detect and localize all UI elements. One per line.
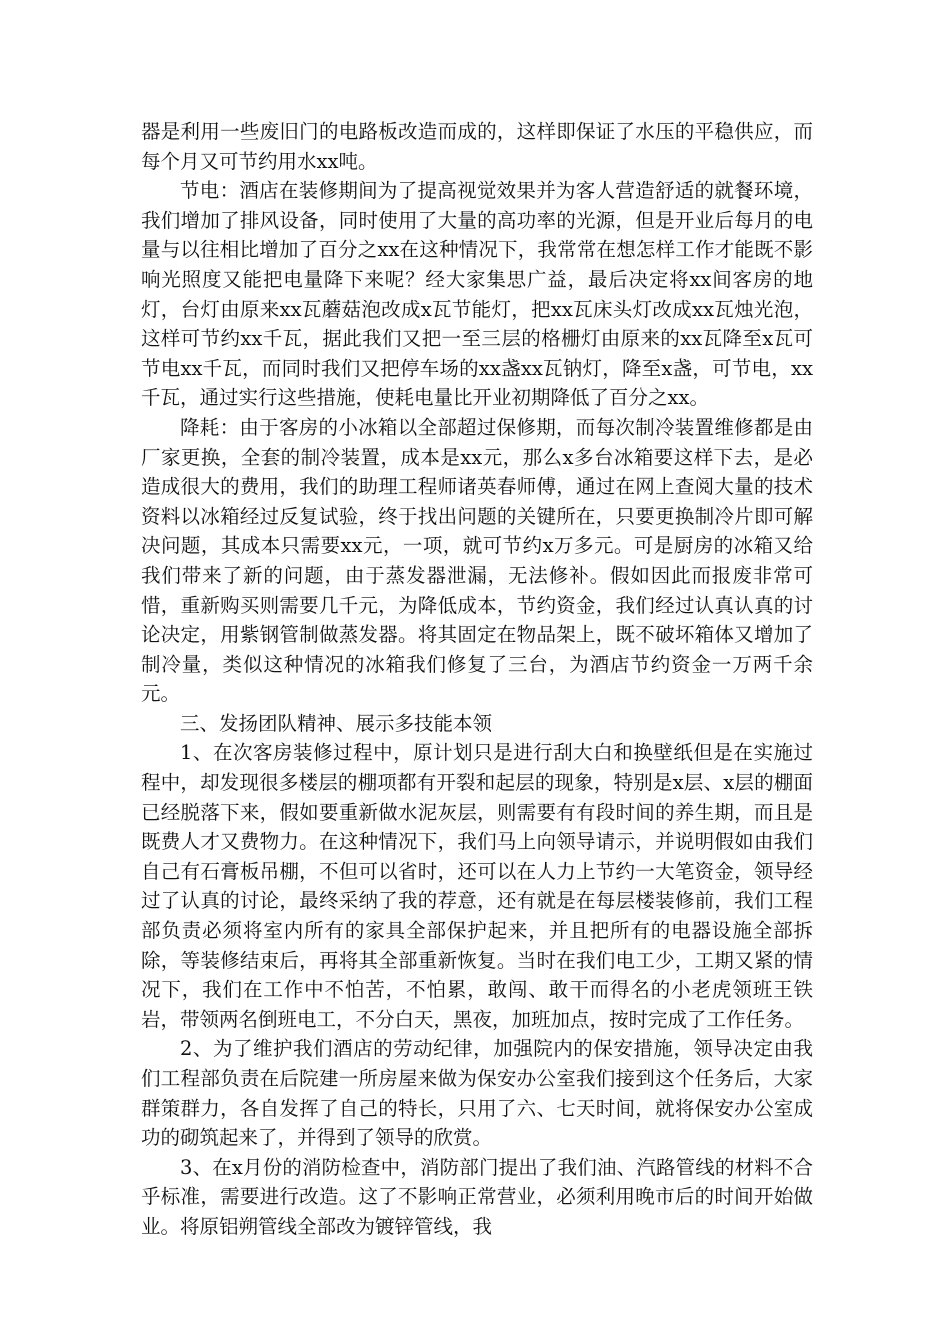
paragraph-power-saving: 节电：酒店在装修期间为了提高视觉效果并为客人营造舒适的就餐环境，我们增加了排风设备，同时使用了大量的高功率的光源，但是开业后每月的电量与以往相比增加了百分之xx在这种情况下，我常常在想怎样工作才能既不影响光照度又能把电量降下来呢？经大家集思广益，最后决定将xx间客房的地灯，台灯由原来xx瓦蘑菇泡改成x瓦节能灯，把xx瓦床头灯改成xx瓦烛光泡，这样可节约xx千瓦，据此我们又把一至三层的格栅灯由原来的xx瓦降至x瓦可节电xx千瓦，而同时我们又把停车场的xx盏xx瓦钠灯，降至x盏，可节电，xx千瓦，通过实行这些措施，使耗电量比开业初期降低了百分之xx。 [141,179,813,410]
paragraph-water-saving-end: 器是利用一些废旧门的电路板改造而成的，这样即保证了水压的平稳供应，而每个月又可节约用水xx吨。 [141,120,813,173]
paragraph-item-2: 2、为了维护我们酒店的劳动纪律，加强院内的保安措施，领导决定由我们工程部负责在后院建一所房屋来做为保安办公室我们接到这个任务后，大家群策群力，各自发挥了自己的特长，只用了六、七天时间，就将保安办公室成功的砌筑起来了，并得到了领导的欣赏。 [141,1037,813,1150]
section-heading-teamwork: 三、发扬团队精神、展示多技能本领 [180,711,493,735]
document-page [141,117,813,1242]
paragraph-item-1: 1、在次客房装修过程中，原计划只是进行刮大白和换壁纸但是在实施过程中，却发现很多楼层的棚项都有开裂和起层的现象，特别是x层、x层的棚面已经脱落下来，假如要重新做水泥灰层，则需要有有段时间的养生期，而且是既费人才又费物力。在这种情况下，我们马上向领导请示，并说明假如由我们自己有石膏板吊棚，不但可以省时，还可以在人力上节约一大笔资金，领导经过了认真的讨论，最终采纳了我的荐意，还有就是在每层楼装修前，我们工程部负责必须将室内所有的家具全部保护起来，并且把所有的电器设施全部拆除，等装修结束后，再将其全部重新恢复。当时在我们电工少，工期又紧的情况下，我们在工作中不怕苦，不怕累，敢闯、敢干而得名的小老虎领班王铁岩，带领两名倒班电工，不分白天，黑夜，加班加点，按时完成了工作任务。 [141,741,813,1031]
paragraph-cost-reduction: 降耗：由于客房的小冰箱以全部超过保修期，而每次制冷装置维修都是由厂家更换，全套的制冷装置，成本是xx元，那么x多台冰箱要这样下去，是必造成很大的费用，我们的助理工程师诸英春师傅，通过在网上查阅大量的技术资料以冰箱经过反复试验，终于找出问题的关键所在，只要更换制冷片即可解决问题，其成本只需要xx元，一项，就可节约x万多元。可是厨房的冰箱又给我们带来了新的问题，由于蒸发器泄漏，无法修补。假如因此而报废非常可惜，重新购买则需要几千元，为降低成本，节约资金，我们经过认真认真的讨论决定，用紫钢管制做蒸发器。将其固定在物品架上，既不破坏箱体又增加了制冷量，类似这种情况的冰箱我们修复了三台，为酒店节约资金一万两千余元。 [141,415,813,706]
paragraph-item-3: 3、在x月份的消防检查中，消防部门提出了我们油、汽路管线的材料不合乎标准，需要进行改造。这了不影响正常营业，必须利用晚市后的时间开始做业。将原铝朔管线全部改为镀锌管线，我 [141,1155,813,1238]
